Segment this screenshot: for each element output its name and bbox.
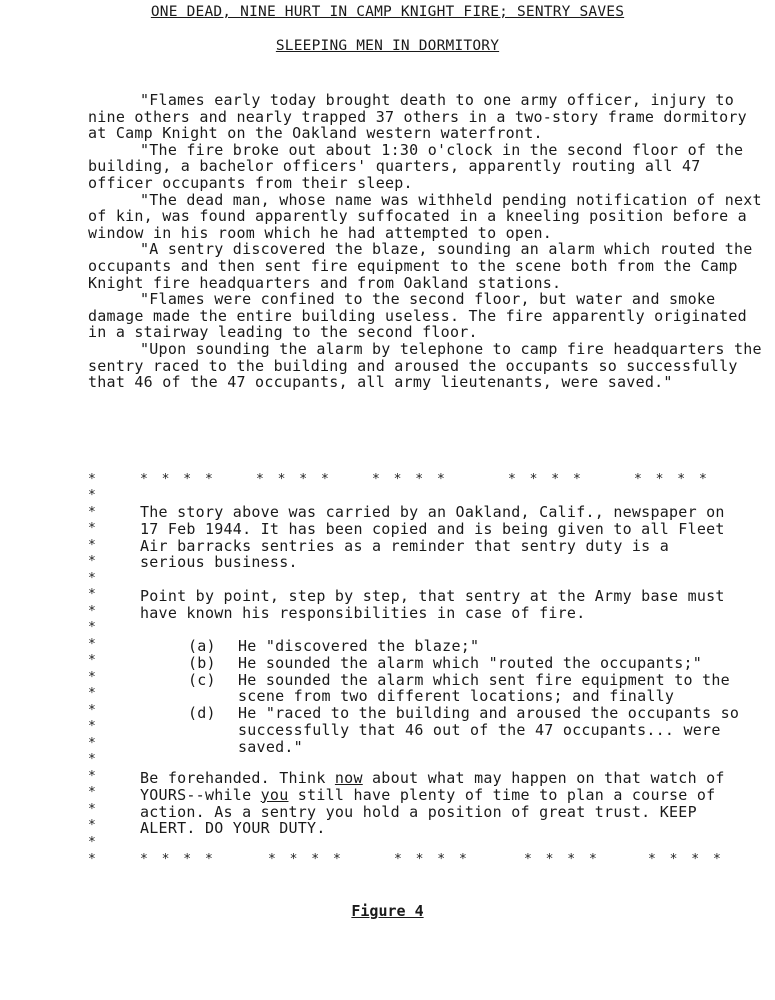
star-mark: *	[88, 504, 96, 520]
star-mark: *	[88, 785, 96, 800]
note-text: Be forehanded. Think	[140, 769, 335, 787]
star-mark: *	[88, 686, 96, 701]
list-item-letter: (c)	[188, 670, 216, 689]
star-group: * * * *	[634, 472, 710, 487]
list-item	[188, 638, 748, 655]
star-mark: *	[88, 587, 96, 602]
star-mark: *	[88, 636, 96, 652]
star-mark: *	[88, 752, 96, 767]
list-item-text: He "raced to the building and aroused the occupants so successfully that 46 out of the 47 occupants... were saved."	[238, 704, 740, 756]
list-item	[188, 655, 748, 672]
star-mark: *	[88, 735, 96, 751]
star-mark: *	[88, 719, 96, 734]
article-paragraph: "The dead man, whose name was withheld pending notification of next of kin, was found apparently suffocated in a kneeling position before a window in his room which he had attempted to open.	[88, 190, 762, 242]
star-separator-top	[88, 472, 738, 490]
star-group: * * * *	[256, 472, 332, 487]
star-mark: *	[88, 834, 96, 850]
star-mark: *	[88, 801, 96, 817]
article-paragraph: "The fire broke out about 1:30 o'clock in the second floor of the building, a bachelor officers' quarters, apparently routing all 47 officer occupants from their sleep.	[88, 140, 744, 192]
article-paragraph: "Upon sounding the alarm by telephone to camp fire headquarters the sentry raced to the building and aroused the occupants so successfully that 46 of the 47 occupants, all army lieutenants, were saved."	[88, 339, 762, 392]
list-item-letter: (b)	[188, 653, 216, 672]
star-mark: *	[88, 818, 96, 833]
star-group: * * * *	[508, 472, 584, 487]
list-item	[188, 705, 748, 755]
responsibility-list	[188, 638, 748, 756]
star-group: * * * *	[648, 852, 724, 867]
star-mark: *	[88, 488, 96, 503]
star-mark: *	[88, 554, 96, 569]
list-item-letter: (d)	[188, 704, 216, 723]
article-paragraph: "A sentry discovered the blaze, sounding an alarm which routed the occupants and then sent fire equipment to the scene both from the Camp Knight fire headquarters and from Oakland stations.	[88, 240, 753, 292]
star-mark: *	[88, 768, 96, 784]
star-group: * * * *	[268, 852, 344, 867]
article-paragraph: "Flames early today brought death to one army officer, injury to nine others and nearly trapped 37 others in a two-story frame dormitory at Camp Knight on the Oakland western waterfront.	[88, 91, 747, 143]
star-group: * * * *	[394, 852, 470, 867]
star-mark: *	[88, 603, 96, 619]
figure-caption: Figure 4	[351, 902, 424, 920]
star-mark: *	[88, 570, 96, 586]
note-paragraph-1: The story above was carried by an Oakland, Calif., newspaper on 17 Feb 1944. It has been copied and is being given to all Fleet Air barracks sentries as a reminder that sentry duty is a serious business.	[140, 503, 725, 572]
list-item	[188, 672, 748, 706]
article-body	[88, 92, 768, 391]
note-paragraph-2: Point by point, step by step, that sentry at the Army base must have known his responsibilities in case of fire.	[140, 587, 725, 622]
star-separator-bottom	[88, 852, 738, 870]
star-mark: *	[88, 521, 96, 536]
headline-line-1: ONE DEAD, NINE HURT IN CAMP KNIGHT FIRE; SENTRY SAVES	[150, 4, 625, 20]
star-group: * * * *	[524, 852, 600, 867]
star-mark: *	[88, 852, 99, 867]
star-mark: *	[88, 702, 96, 718]
list-item-text: He sounded the alarm which "routed the occupants;"	[238, 653, 703, 672]
star-margin	[88, 488, 96, 851]
list-item-letter: (a)	[188, 637, 216, 655]
star-mark: *	[88, 669, 96, 685]
star-group: * * * *	[140, 472, 216, 487]
star-mark: *	[88, 537, 96, 553]
star-mark: *	[88, 620, 96, 635]
underlined-word-you: you	[260, 785, 289, 804]
list-item-text: He sounded the alarm which sent fire equipment to the scene from two different locations; and finally	[238, 670, 730, 706]
star-group: * * * *	[372, 472, 448, 487]
star-mark: *	[88, 653, 96, 668]
star-mark: *	[88, 472, 99, 487]
note-text: about what may happen on that watch of YOURS--while	[140, 769, 725, 804]
underlined-word-now: now	[334, 769, 363, 787]
note-paragraph-3	[140, 770, 740, 837]
note-text: still have plenty of time to plan a course of action. As a sentry you hold a position of great trust. KEEP ALERT. DO YOUR DUTY.	[140, 785, 716, 838]
article-paragraph: "Flames were confined to the second floor, but water and smoke damage made the entire building useless. The fire apparently originated in a stairway leading to the second floor.	[88, 290, 747, 342]
star-group: * * * *	[140, 852, 216, 867]
list-item-text: He "discovered the blaze;"	[238, 637, 480, 655]
headline-line-2: SLEEPING MEN IN DORMITORY	[275, 38, 500, 54]
